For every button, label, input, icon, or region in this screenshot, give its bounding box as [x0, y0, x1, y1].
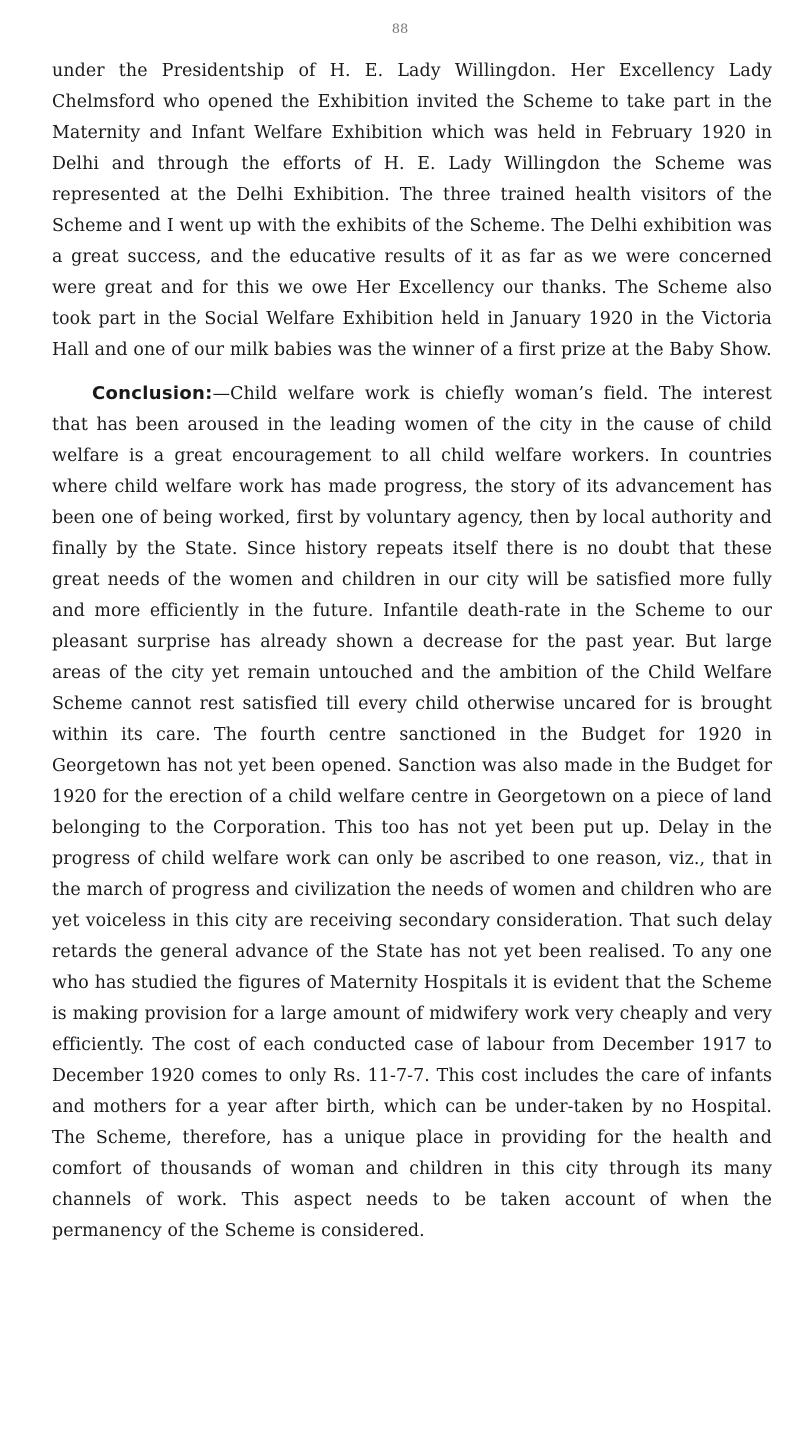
paragraph-exhibitions: under the Presidentship of H. E. Lady Willingdon. Her Excellency Lady Chelmsford who opened the Exhibition invited the Scheme to take part in the Maternity and Infant Welfare Exhibition which was held in February 1920 in Delhi and through the efforts of H. E. Lady Willingdon the Scheme was represented at the Delhi Exhibition. The three trained health visitors of the Scheme and I went up with the exhibits of the Scheme. The Delhi exhibition was a great success, and the educative results of it as far as we were concerned were great and for this we owe Her Excellency our thanks. The Scheme also took part in the Social Welfare Exhibition held in January 1920 in the Victoria Hall and one of our milk babies was the winner of a first prize at the Baby Show.	[52, 61, 772, 360]
conclusion-text: —Child welfare work is chiefly woman’s field. The interest that has been aroused in the leading women of the city in the cause of child welfare is a great encouragement to all child welfare workers. In countries where child welfare work has made progress, the story of its advancement has been one of being worked, first by voluntary agency, then by local authority and finally by the State. Since history repeats itself there is no doubt that these great needs of the women and children in our city will be satisfied more fully and more efficiently in the future. Infantile death-rate in the Scheme to our pleasant surprise has already shown a decrease for the past year. But large areas of the city yet remain untouched and the ambition of the Child Welfare Scheme cannot rest satisfied till every child otherwise uncared for is brought within its care. The fourth centre sanctioned in the Budget for 1920 in Georgetown has not yet been opened. Sanction was also made in the Budget for 1920 for the erection of a child welfare centre in Georgetown on a piece of land belonging to the Corporation. This too has not yet been put up. Delay in the progress of child welfare work can only be ascribed to one reason, viz., that in the march of progress and civilization the needs of women and children who are yet voiceless in this city are receiving secondary consideration. That such delay retards the general advance of the State has not yet been realised. To any one who has studied the figures of Maternity Hospitals it is evident that the Scheme is making provision for a large amount of midwifery work very cheaply and very efficiently. The cost of each conducted case of labour from December 1917 to December 1920 comes to only Rs. 11-7-7. This cost includes the care of infants and mothers for a year after birth, which can be under-taken by no Hospital. The Scheme, therefore, has a unique place in providing for the health and comfort of thousands of woman and children in this city through its many channels of work. This aspect needs to be taken account of when the permanency of the Scheme is considered.	[52, 384, 772, 1241]
paragraph-conclusion	[52, 378, 772, 1247]
page-number: 88	[391, 22, 409, 37]
body-text	[52, 56, 772, 1247]
conclusion-heading: Conclusion:	[92, 383, 213, 404]
